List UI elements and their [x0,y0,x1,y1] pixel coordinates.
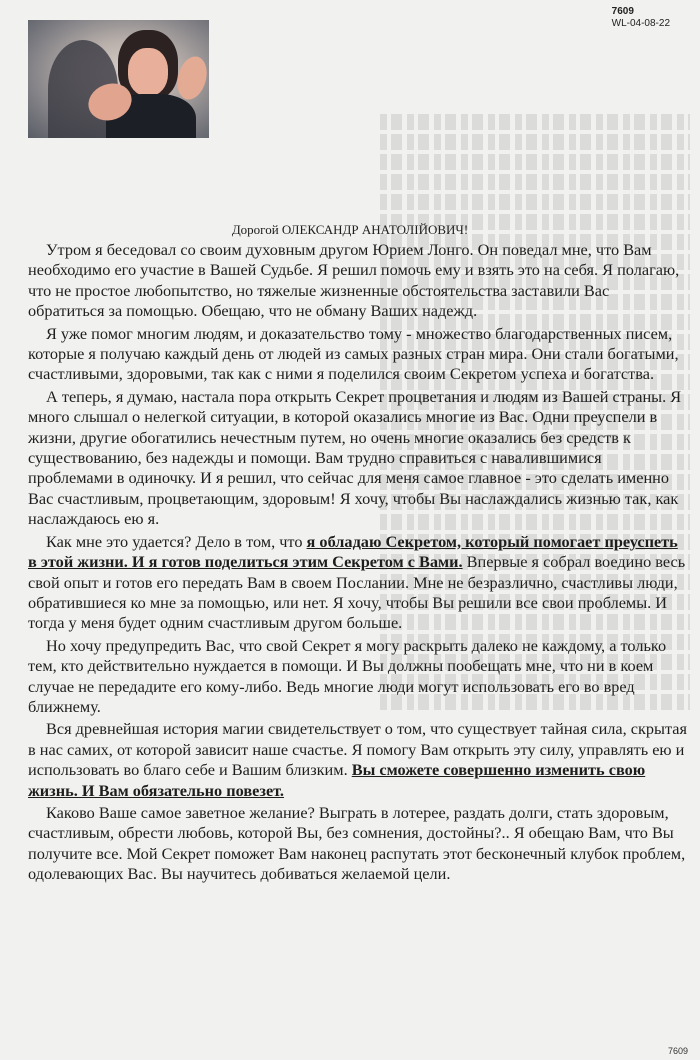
document-reference: WL-04-08-22 [611,18,670,29]
highlighted-text: Вы сможете совершенно изменить свою жизнь. И Вам обязательно повезет. [28,760,646,800]
photo-face [128,48,168,96]
letter-greeting: Дорогой ОЛЕКСАНДР АНАТОЛІЙОВИЧ! [231,222,469,237]
document-code [612,6,670,30]
document-number: 7609 [611,6,634,17]
footer-number: 7609 [667,1046,688,1056]
paragraph-text: Утром я беседовал со своим духовным другом Юрием Лонго. Он поведал мне, что Вам необходимо его участие в Вашей Судьбе. Я решил помочь ему и взять это на себя. Я полагаю, что не простое любопытство, но тяжелые жизненные обстоятельства заставили Вас обратиться за помощью. Обещаю, что не обману Ваших надежд. [28,240,680,321]
letter-paragraph [28,387,688,530]
photo-hand-right [173,53,209,103]
letter-paragraph [28,240,688,322]
letter-paragraph [28,324,688,385]
letter-body [28,240,688,887]
paragraph-text: Я уже помог многим людям, и доказательство тому - множество благодарственных писем, которые я получаю каждый день от людей из самых разных стран мира. Они стали богатыми, счастливыми, здоровыми, так как с ними я поделился своим Секретом успеха и богатства. [28,323,679,384]
portrait-photo [28,20,209,138]
paragraph-text: А теперь, я думаю, настала пора открыть Секрет процветания и людям из Вашей страны. Я много слышал о нелегкой ситуации, в которой оказались многие из Вас. Одни преуспели в жизни, другие обогатились нечестным путем, но очень многие оказались без средств к существованию, без надежды и помощи. Вам трудно справиться с навалившимися проблемами в одиночку. И я решил, что сейчас для меня самое главное - это сделать именно Вас счастливым, процветающим, здоровым! Я хочу, чтобы Вы наслаждались жизнью так, как наслаждаюсь ею я. [28,386,682,529]
paragraph-text: Впервые я собрал воедино весь свой опыт и готов его передать Вам в своем Послании. Мне не безразлично, счастливы люди, обратившиеся ко мне за помощью, или нет. Я хочу, чтобы Вы решили все свои проблемы. И тогда у меня будет одним счастливым другом больше. [28,552,686,633]
paragraph-text: Как мне это удается? Дело в том, что [46,531,307,551]
paragraph-text: Вся древнейшая история магии свидетельствует о том, что существует тайная сила, скрытая в нас самих, от которой зависит наше счастье. Я помогу Вам открыть эту силу, управлять ею и использовать во благо себе и Вашим близким. [28,719,688,780]
paragraph-text: Но хочу предупредить Вас, что свой Секрет я могу раскрыть далеко не каждому, а только тем, кто действительно нуждается в помощи. И Вы должны пообещать мне, что ни в коем случае не передадите его кому-либо. Ведь многие люди могут использовать его во вред ближнему. [28,635,667,716]
letter-paragraph [28,803,688,885]
letter-paragraph [28,636,688,718]
letter-paragraph [28,532,688,634]
highlighted-text: я обладаю Секретом, который помогает преуспеть в этой жизни. И я готов поделиться этим Секретом с Вами. [28,531,678,572]
paragraph-text: Каково Ваше самое заветное желание? Выграть в лотерее, раздать долги, стать здоровым, счастливым, обрести любовь, которой Вы, без сомнения, достойны?.. Я обещаю Вам, что Вы получите все. Мой Секрет поможет Вам наконец распутать этот бесконечный клубок проблем, одолевающих Вас. Вы научитесь добиваться желаемой цели. [28,802,686,884]
letter-paragraph [28,719,688,801]
